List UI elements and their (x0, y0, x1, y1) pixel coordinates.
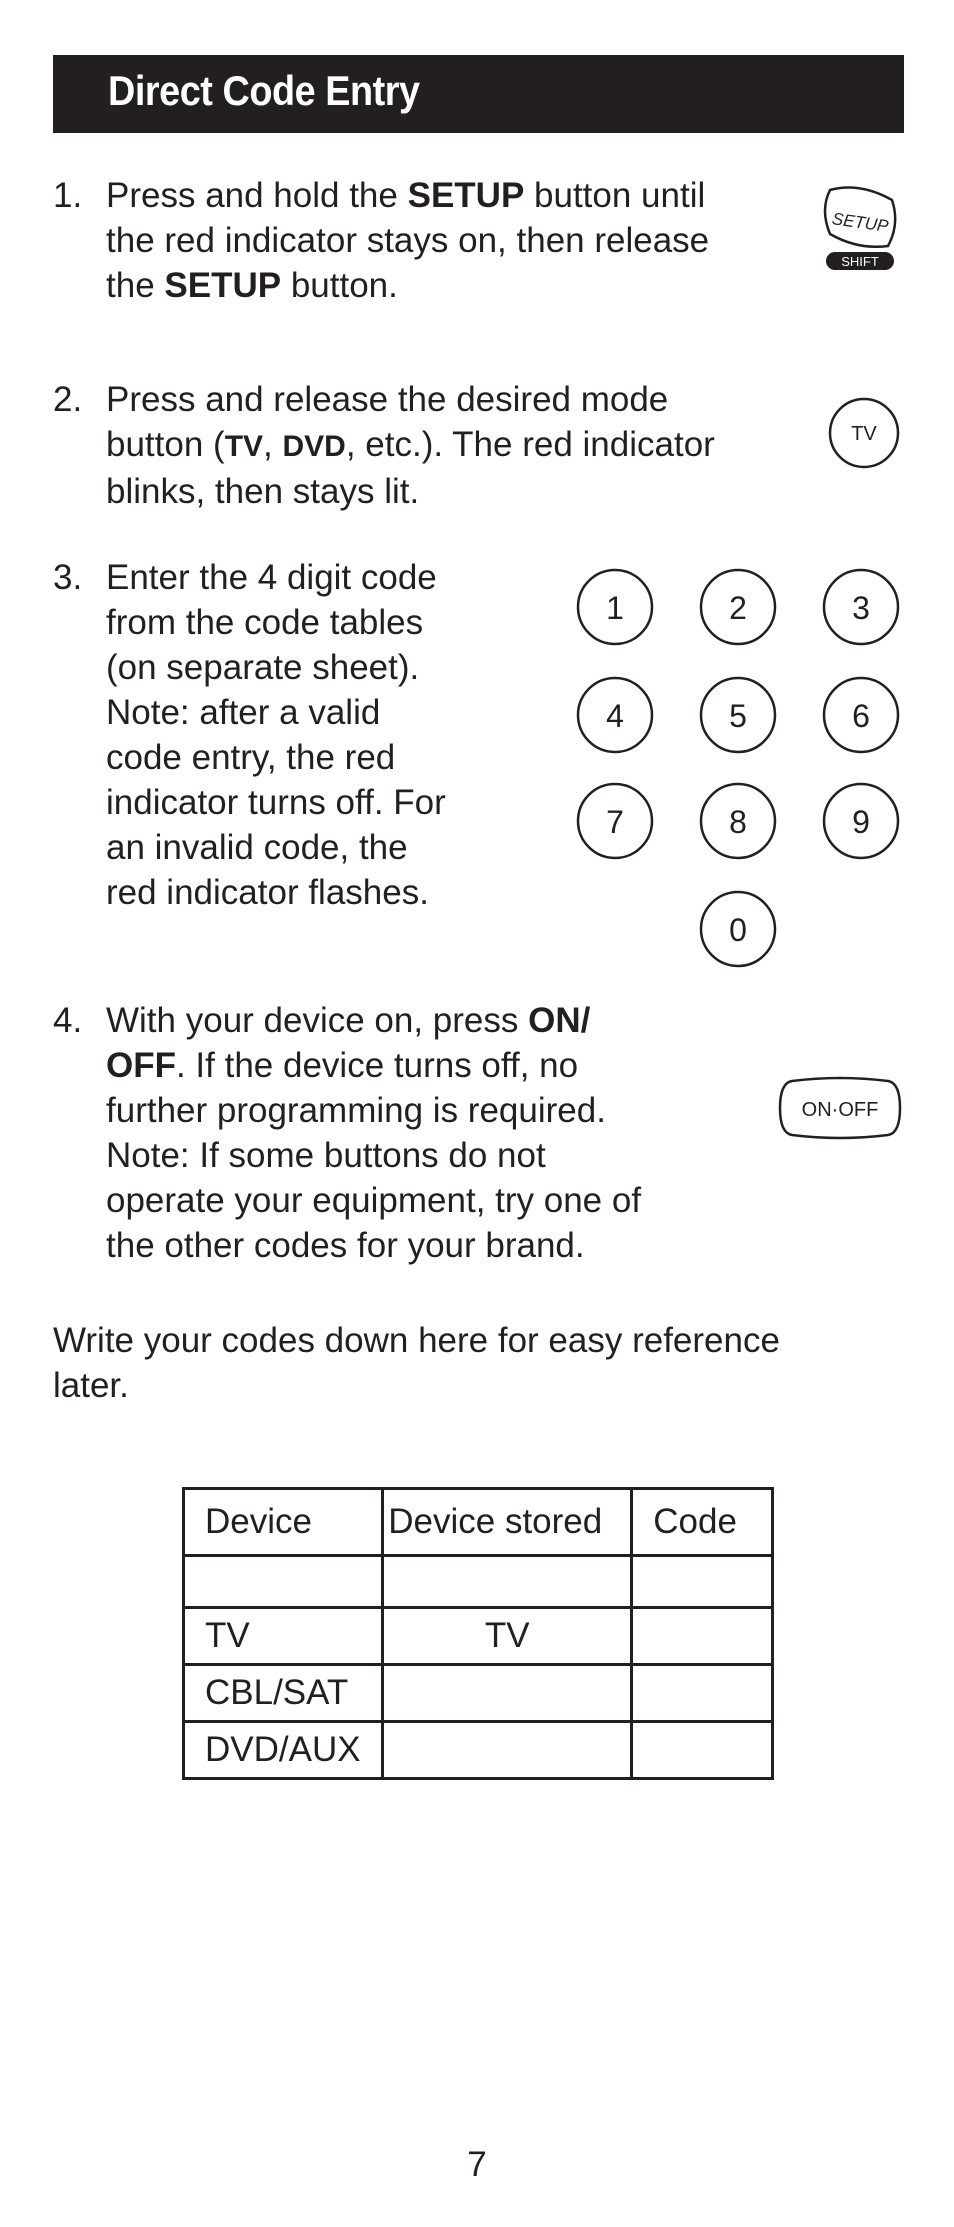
text-run: Press and hold the (106, 176, 408, 215)
text-run: With your device on, press (106, 1001, 529, 1040)
table-cell: TV (383, 1608, 632, 1665)
digit-2-label: 2 (729, 590, 747, 626)
text-run: , (263, 425, 283, 464)
text-line: Note: If some buttons do not (106, 1136, 546, 1175)
text-line: from the code tables (106, 603, 424, 642)
step-text (106, 555, 446, 915)
text-line: Note: after a valid (106, 693, 381, 732)
step-number: 1. (53, 176, 83, 215)
digit-7-label: 7 (606, 804, 624, 840)
step-number: 2. (53, 380, 83, 419)
table-row (184, 1556, 773, 1608)
digit-5-label: 5 (729, 698, 747, 734)
table-row (184, 1665, 773, 1722)
text-line: code entry, the red (106, 738, 396, 777)
section-header (53, 55, 904, 133)
table-cell[interactable] (383, 1665, 632, 1722)
text-line: further programming is required. (106, 1091, 606, 1130)
text-line: Press and release the desired mode (106, 380, 669, 419)
text-line: indicator turns off. For (106, 783, 446, 822)
text-run: button ( (106, 425, 225, 464)
table-header-cell: Code (632, 1489, 773, 1556)
shift-icon-label: SHIFT (841, 254, 879, 269)
number-keypad-icon (575, 567, 905, 967)
text-line: (on separate sheet). (106, 648, 420, 687)
digit-8-label: 8 (729, 804, 747, 840)
table-header-cell: Device (184, 1489, 383, 1556)
setup-button-icon (822, 184, 898, 274)
text-line: the other codes for your brand. (106, 1226, 585, 1265)
text-run: the (106, 266, 165, 305)
text-line: Enter the 4 digit code (106, 558, 437, 597)
step-text (106, 998, 641, 1268)
text-line: later. (53, 1366, 129, 1405)
section-title: Direct Code Entry (108, 67, 420, 114)
text-run: button until (524, 176, 706, 215)
tv-icon-label: TV (851, 423, 877, 445)
step-number: 4. (53, 1001, 83, 1040)
dvd-keyword: DVD (282, 430, 346, 463)
tv-button-icon (828, 397, 900, 469)
step-text (106, 377, 715, 514)
text-line: the red indicator stays on, then release (106, 221, 710, 260)
table-cell: DVD/AUX (184, 1722, 383, 1779)
digit-1-label: 1 (606, 590, 624, 626)
step-text (106, 173, 709, 308)
digit-6-label: 6 (852, 698, 870, 734)
table-cell[interactable] (184, 1556, 383, 1608)
table-cell[interactable] (632, 1608, 773, 1665)
setup-icon-label: SETUP (830, 209, 890, 236)
table-cell[interactable] (383, 1722, 632, 1779)
onoff-icon-label: ON·OFF (801, 1099, 879, 1121)
text-run: , etc.). The red indicator (345, 425, 715, 464)
onoff-keyword: ON/ (528, 1001, 591, 1040)
table-cell: CBL/SAT (184, 1665, 383, 1722)
text-line: operate your equipment, try one of (106, 1181, 642, 1220)
setup-keyword: SETUP (164, 266, 282, 305)
table-cell[interactable] (632, 1556, 773, 1608)
text-line: blinks, then stays lit. (106, 472, 420, 511)
table-cell[interactable] (632, 1722, 773, 1779)
digit-0-label: 0 (729, 912, 747, 948)
digit-3-label: 3 (852, 590, 870, 626)
table-header-row (184, 1489, 773, 1556)
text-line: Write your codes down here for easy reference (53, 1321, 780, 1360)
codes-table (182, 1487, 774, 1780)
step-number: 3. (53, 558, 83, 597)
table-cell[interactable] (383, 1556, 632, 1608)
text-line: red indicator flashes. (106, 873, 429, 912)
text-run: button. (281, 266, 398, 305)
table-cell[interactable] (632, 1665, 773, 1722)
setup-keyword: SETUP (407, 176, 525, 215)
table-cell: TV (184, 1608, 383, 1665)
codes-note (53, 1318, 780, 1408)
digit-9-label: 9 (852, 804, 870, 840)
tv-keyword: TV (224, 430, 264, 463)
table-header-cell: Device stored (383, 1489, 632, 1556)
table-row (184, 1608, 773, 1665)
digit-4-label: 4 (606, 698, 624, 734)
text-line: an invalid code, the (106, 828, 408, 867)
on-off-button-icon (778, 1077, 902, 1139)
text-run: . If the device turns off, no (175, 1046, 579, 1085)
table-row (184, 1722, 773, 1779)
onoff-keyword: OFF (106, 1046, 176, 1085)
page-number: 7 (467, 2145, 487, 2184)
